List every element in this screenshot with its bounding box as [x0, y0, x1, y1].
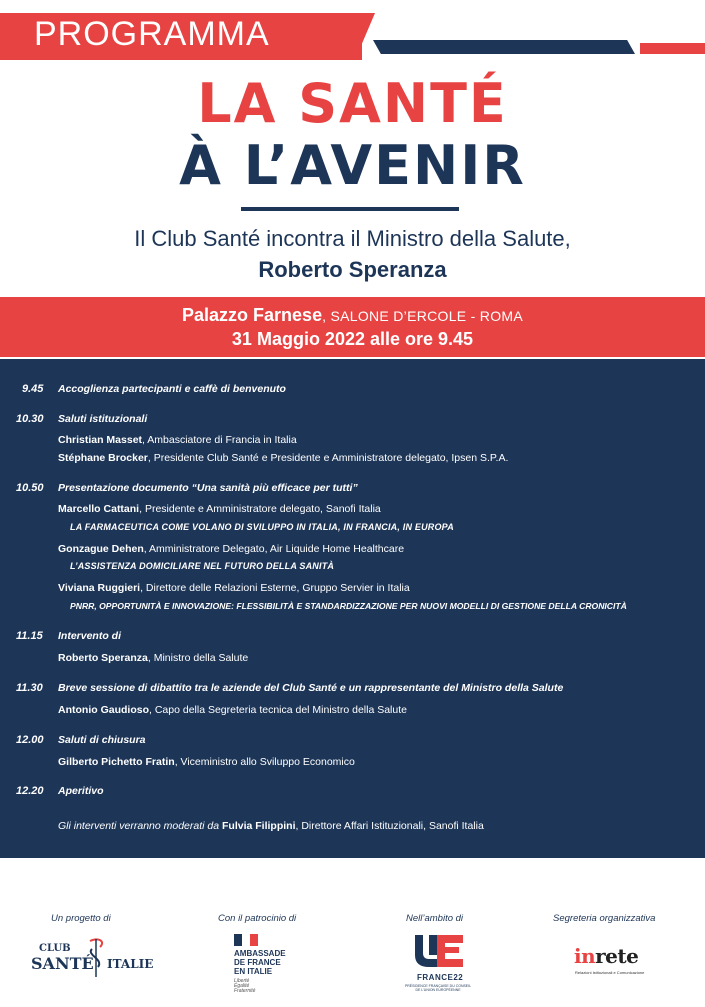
footer-label: Un progetto di	[51, 913, 111, 924]
title-line-2: À L’AVENIR	[179, 134, 526, 197]
agenda-title: Breve sessione di dibattito tra le aziende del Club Santé e un rappresentante del Ministro della Salute	[58, 682, 564, 694]
speaker-name: Gilberto Pichetto Fratin	[58, 756, 175, 768]
agenda-title: Intervento di	[58, 630, 122, 642]
talk-title: LA FARMACEUTICA COME VOLANO DI SVILUPPO IN ITALIA, IN FRANCIA, IN EUROPA	[70, 522, 454, 532]
italie-label: ITALIE	[107, 957, 154, 971]
france22-label: FRANCE22	[417, 973, 464, 982]
speaker-name: Christian Masset	[58, 434, 143, 446]
club-sante-logo	[28, 935, 154, 985]
footer-label: Con il patrocinio di	[218, 913, 297, 924]
marianne-flag-icon	[234, 934, 258, 946]
sante-label: SANTÉ	[31, 954, 94, 973]
speaker	[58, 582, 410, 594]
footer-label: Segreteria organizzativa	[553, 913, 656, 924]
title-line-1: LA SANTÉ	[197, 72, 508, 135]
speaker-role: , Direttore delle Relazioni Esterne, Gruppo Servier in Italia	[140, 582, 410, 594]
footer-label: Nell’ambito di	[406, 913, 464, 924]
speaker-name: Gonzague Dehen	[58, 543, 144, 555]
speaker	[58, 452, 508, 464]
agenda-time: 9.45	[22, 383, 44, 395]
motto-line: Fraternité	[234, 988, 256, 994]
speaker-name: Marcello Cattani	[58, 503, 140, 515]
agenda-title: Saluti di chiusura	[58, 734, 146, 746]
speaker-name: Antonio Gaudioso	[58, 704, 149, 716]
speaker-role: , Amministratore Delegato, Air Liquide Home Healthcare	[143, 543, 405, 555]
speaker-role: , Capo della Segreteria tecnica del Ministro della Salute	[149, 704, 407, 716]
speaker-role: , Ambasciatore di Francia in Italia	[142, 434, 297, 446]
inrete-tagline: Relazioni Istituzionali e Comunicazione	[575, 970, 645, 975]
agenda-panel	[0, 359, 705, 858]
header-red-stripe	[640, 43, 705, 54]
agenda-title: Accoglienza partecipanti e caffè di benvenuto	[58, 383, 286, 395]
agenda-time: 11.30	[16, 682, 43, 694]
france22-caption: PRÉSIDENCE FRANÇAISE DU CONSEIL DE L’UNION EUROPÉENNE	[404, 984, 472, 992]
agenda-time: 10.30	[16, 413, 44, 425]
speaker-name: Viviana Ruggieri	[58, 582, 141, 594]
speaker	[58, 704, 407, 716]
subtitle: Il Club Santé incontra il Ministro della Salute,	[134, 226, 571, 251]
subtitle-name: Roberto Speranza	[258, 257, 447, 282]
agenda-title: Aperitivo	[58, 785, 104, 797]
header-red-bar-slant	[355, 13, 375, 60]
inrete-rete: rete	[595, 944, 639, 968]
title-divider	[241, 207, 459, 211]
ambassade-line: AMBASSADE	[234, 949, 286, 958]
speaker-name: Roberto Speranza	[58, 652, 148, 664]
speaker-role: , Ministro della Salute	[147, 652, 249, 664]
moderator-name: Fulvia Filippini	[222, 820, 296, 832]
venue-band	[0, 297, 705, 357]
france22-emblem-icon	[403, 931, 475, 971]
club-label: CLUB	[39, 943, 71, 954]
speaker	[58, 434, 297, 446]
header-navy-stripe	[373, 40, 635, 54]
speaker-role: , Presidente Club Santé e Presidente e Amministratore delegato, Ipsen S.P.A.	[147, 452, 509, 464]
talk-title: L’ASSISTENZA DOMICILIARE NEL FUTURO DELLA SANITÀ	[70, 561, 335, 571]
moderation-prefix: Gli interventi verranno moderati da	[58, 820, 222, 832]
motto-line: Liberté	[234, 978, 250, 984]
speaker	[58, 503, 381, 515]
agenda-time: 11.15	[16, 630, 43, 642]
ambassade-line: DE FRANCE	[234, 958, 281, 967]
agenda-time: 10.50	[16, 482, 44, 494]
programma-label: PROGRAMMA	[34, 15, 270, 53]
event-date: 31 Maggio 2022 alle ore 9.45	[231, 329, 474, 349]
inrete-wordmark	[574, 944, 638, 968]
speaker	[58, 652, 248, 664]
ambassade-logo	[232, 934, 312, 1000]
speaker-role: , Viceministro allo Sviluppo Economico	[174, 756, 355, 768]
ambassade-line: EN ITALIE	[234, 967, 273, 976]
inrete-logo	[571, 944, 661, 984]
venue-line	[0, 305, 705, 326]
moderator-role: , Direttore Affari Istituzionali, Sanofi Italia	[295, 820, 484, 832]
motto-line: Égalité	[234, 983, 250, 989]
venue-hall: , SALONE D’ERCOLE - ROMA	[322, 308, 523, 324]
talk-title: PNRR, OPPORTUNITÀ E INNOVAZIONE: FLESSIBILITÀ E STANDARDIZZAZIONE PER NUOVI MODELLI DI GESTIONE DELLA CRONICITÀ	[70, 601, 627, 611]
moderation-note	[58, 820, 484, 832]
venue-place: Palazzo Farnese	[182, 305, 323, 325]
speaker-role: , Presidente e Amministratore delegato, Sanofi Italia	[139, 503, 381, 515]
france22-logo	[403, 931, 475, 1001]
agenda-title: Presentazione documento “Una sanità più efficace per tutti”	[58, 482, 358, 494]
agenda-time: 12.00	[16, 734, 44, 746]
speaker-name: Stéphane Brocker	[58, 452, 148, 464]
agenda-time: 12.20	[16, 785, 44, 797]
speaker	[58, 543, 404, 555]
inrete-in: in	[574, 944, 596, 968]
speaker	[58, 756, 355, 768]
agenda-title: Saluti istituzionali	[58, 413, 148, 425]
